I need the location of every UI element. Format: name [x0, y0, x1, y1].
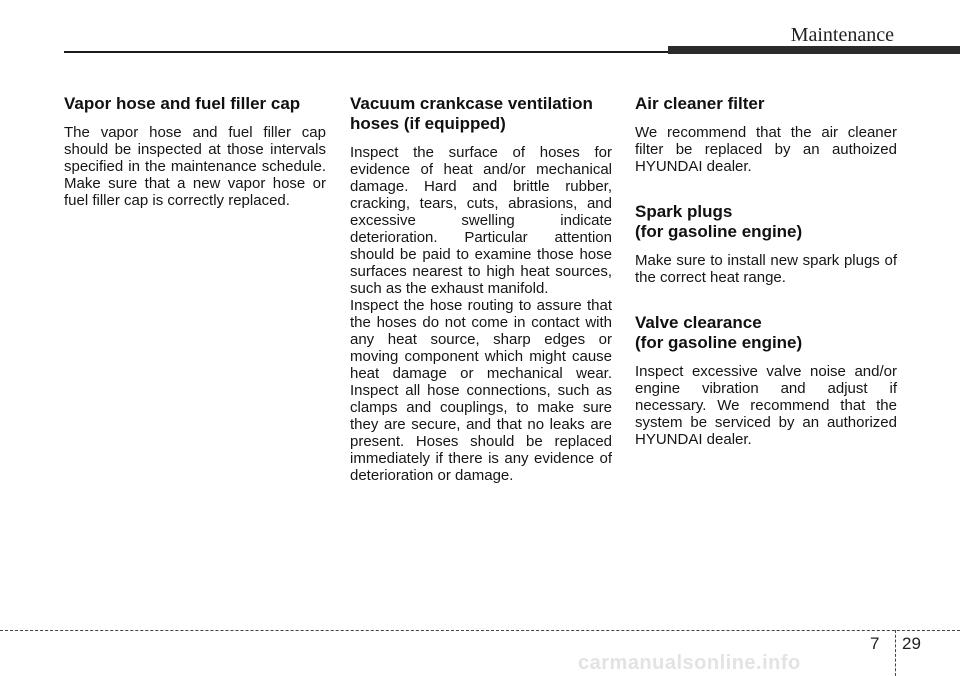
section-heading-line: Vapor hose and fuel filler cap — [64, 94, 301, 113]
section-heading-line: Valve clearance — [635, 313, 762, 332]
section — [635, 313, 897, 448]
section-heading-line: (for gasoline engine) — [635, 222, 803, 241]
section-heading — [635, 94, 897, 114]
section-heading-line: hoses (if equipped) — [350, 114, 506, 133]
column-1 — [64, 94, 326, 209]
section-heading — [350, 94, 612, 134]
header-bar — [668, 46, 960, 54]
section-paragraph: Inspect the hose routing to assure that the hoses do not come in contact with any heat source, sharp edges or moving component which might cause heat damage or mechanical wear. Inspect all hose connections, such as clamps and couplings, to make sure they are secure, and that no leaks are present. Hoses should be replaced immediately if there is any evidence of deterioration or damage. — [350, 297, 612, 484]
section-heading — [635, 202, 897, 242]
footer-rule — [0, 630, 960, 631]
section-paragraph: Inspect excessive valve noise and/or engine vibration and adjust if necessary. We recommend that the system be serviced by an authorized HYUNDAI dealer. — [635, 363, 897, 448]
section-paragraph: Make sure to install new spark plugs of the correct heat range. — [635, 252, 897, 286]
page-header-title: Maintenance — [790, 24, 894, 46]
section-heading — [64, 94, 326, 114]
column-2 — [350, 94, 612, 484]
column-3 — [635, 94, 897, 475]
section — [350, 94, 612, 484]
chapter-number: 7 — [870, 634, 880, 653]
section-paragraph: The vapor hose and fuel filler cap should be inspected at those intervals specified in the maintenance schedule. Make sure that a new vapor hose or fuel filler cap is correctly replaced. — [64, 124, 326, 209]
header-rule — [64, 51, 668, 53]
section-paragraph: Inspect the surface of hoses for evidence of heat and/or mechanical damage. Hard and brittle rubber, cracking, tears, cuts, abrasions, and excessive swelling indicate deterioration. Particular attention should be paid to examine those hose surfaces nearest to high heat sources, such as the exhaust manifold. — [350, 144, 612, 297]
section-heading-line: Spark plugs — [635, 202, 733, 221]
section-heading-line: (for gasoline engine) — [635, 333, 803, 352]
watermark: carmanualsonline.info — [578, 652, 801, 674]
page-number: 29 — [902, 634, 921, 653]
section-heading — [635, 313, 897, 353]
footer-divider — [895, 630, 896, 676]
section-paragraph: We recommend that the air cleaner filter be replaced by an authoized HYUNDAI dealer. — [635, 124, 897, 175]
section — [64, 94, 326, 209]
section — [635, 94, 897, 175]
section-heading-line: Air cleaner filter — [635, 94, 765, 113]
section-heading-line: Vacuum crankcase ventilation — [350, 94, 593, 113]
section — [635, 202, 897, 286]
